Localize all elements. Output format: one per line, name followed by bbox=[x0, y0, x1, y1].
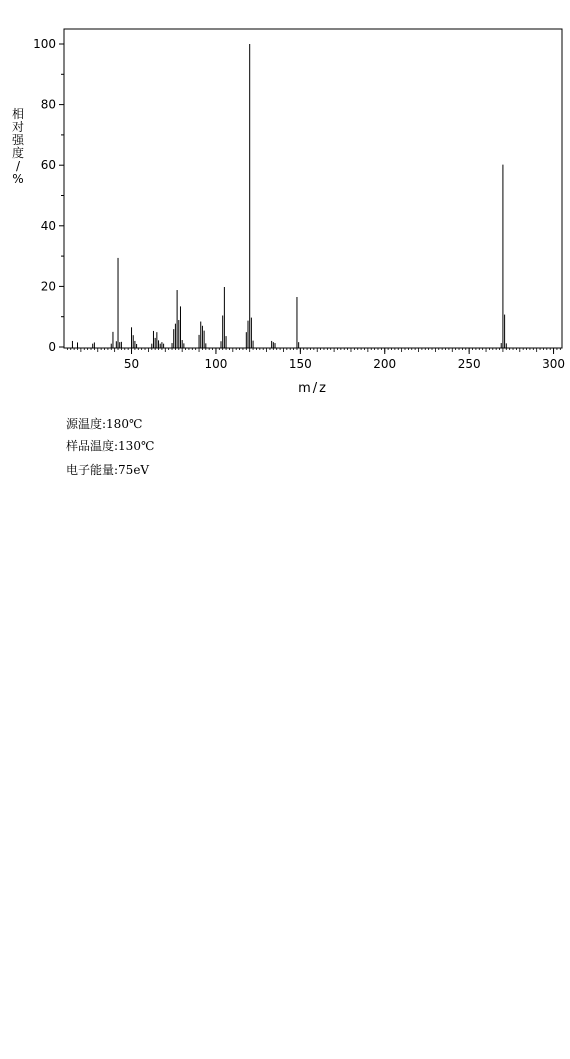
x-tick-label: 50 bbox=[123, 357, 140, 371]
y-axis-label-char: 强 bbox=[11, 133, 24, 147]
y-tick-label: 100 bbox=[33, 37, 56, 51]
y-axis-label-char: 度 bbox=[11, 146, 24, 160]
y-tick-label: 20 bbox=[40, 279, 56, 294]
electron-energy: 电子能量:75eV bbox=[66, 463, 150, 477]
x-axis-label: m/z bbox=[298, 381, 328, 396]
plot-frame bbox=[64, 29, 562, 348]
y-axis-label-char: / bbox=[15, 159, 21, 173]
source-temperature: 源温度:180℃ bbox=[66, 417, 143, 431]
sample-temperature: 样品温度:130℃ bbox=[66, 439, 155, 453]
y-axis-label-char: 对 bbox=[11, 120, 24, 134]
y-axis-label-char: % bbox=[12, 172, 24, 186]
y-tick-label: 80 bbox=[40, 97, 56, 112]
y-tick-label: 60 bbox=[40, 158, 56, 173]
y-tick-label: 0 bbox=[48, 340, 56, 354]
y-axis-label-char: 相 bbox=[11, 107, 24, 121]
y-tick-label: 40 bbox=[40, 218, 56, 233]
y-axis-label bbox=[10, 108, 26, 186]
x-tick-label: 150 bbox=[288, 357, 312, 371]
x-tick-label: 100 bbox=[204, 357, 228, 371]
x-tick-label: 200 bbox=[373, 357, 397, 371]
mass-spectrum-chart bbox=[0, 0, 570, 400]
x-tick-label: 250 bbox=[457, 357, 481, 371]
x-tick-label: 300 bbox=[542, 357, 566, 371]
